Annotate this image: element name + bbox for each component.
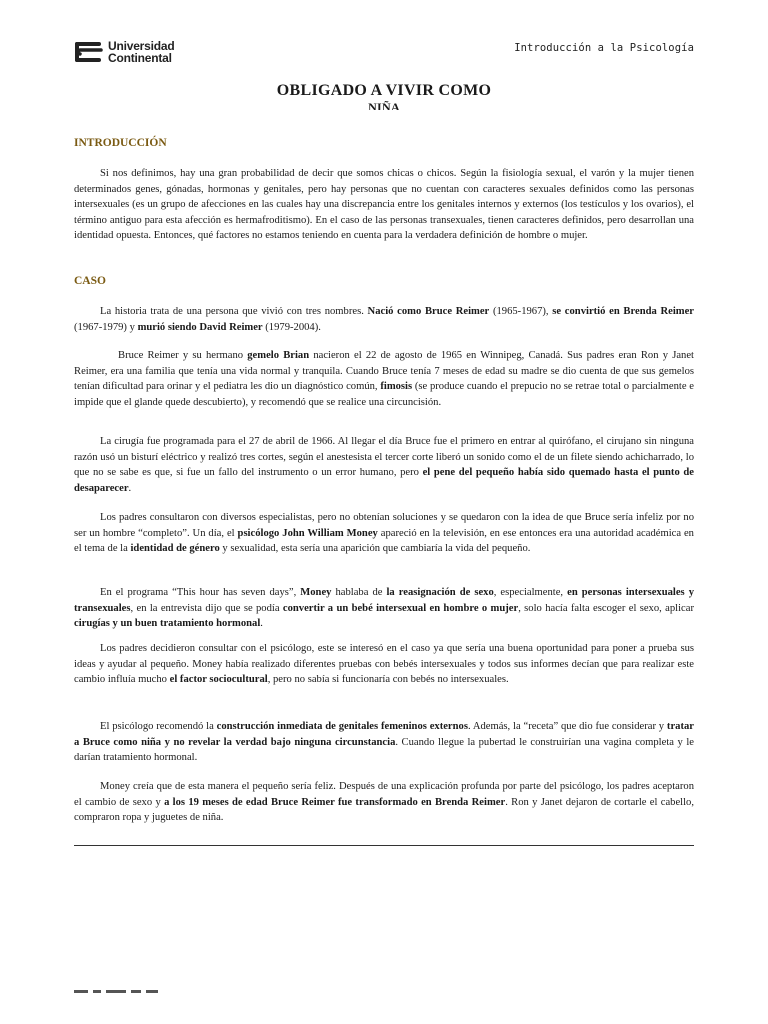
caso-paragraph-5: En el programa “This hour has seven days”, Money hablaba de la reasignación de sexo, especialmente, en personas intersexuales y transexuales, en la entrevista dijo que se podía convertir a un bebé intersexual en hombre o mujer, solo hacía falta escoger el sexo, aplicar cirugías y un buen tratamiento hormonal.	[74, 587, 694, 630]
title-line-2: NIÑA	[368, 100, 400, 110]
course-name: Introducción a la Psicología	[514, 42, 694, 54]
logo-line-1: Universidad	[108, 39, 175, 53]
footer-page-mark	[74, 982, 184, 988]
university-logo	[74, 40, 175, 64]
title-line-1: OBLIGADO A VIVIR COMO	[276, 82, 492, 99]
footer-divider	[74, 845, 694, 846]
caso-paragraph-6: Los padres decidieron consultar con el psicólogo, este se interesó en el caso ya que sería una buena oportunidad para poner a prueba sus ideas y ayudar al pequeño. Money había realizado diferentes pruebas con bebés intersexuales y todos sus informes decían que para realizar este cambio influía mucho el factor sociocultural, pero no sabía si funcionaría con bebés no intersexuales.	[74, 643, 694, 686]
caso-paragraph-7: El psicólogo recomendó la construcción inmediata de genitales femeninos externos. Además, la “receta” que dio fue considerar y tratar a Bruce como niña y no revelar la verdad bajo ninguna circunstancia. Cuando llegue la pubertad le construirían una vagina completa y le darían tratamiento hormonal.	[74, 721, 694, 764]
caso-paragraph-2: Bruce Reimer y su hermano gemelo Brian nacieron el 22 de agosto de 1965 en Winnipeg, Canadá. Sus padres eran Ron y Janet Reimer, era una familia que tenía una vida normal y tranquila. Cuando Bruce tenía 7 meses de edad su madre se dio cuenta de que sus gemelos tenían dificultad para orinar y el pediatra les dio un diagnóstico común, fimosis (se produce cuando el prepucio no se retrae total o parcialmente e impide que el glande quede descubierto), y recomendó que se realice una circuncisión.	[74, 350, 695, 408]
logo-mark-icon	[74, 40, 104, 64]
caso-paragraph-8: Money creía que de esta manera el pequeño sería feliz. Después de una explicación profunda por parte del psicólogo, los padres aceptaron el cambio de sexo y a los 19 meses de edad Bruce Reimer fue transformado en Brenda Reimer. Ron y Janet dejaron de cortarle el cabello, compraron ropa y juguetes de niña.	[74, 781, 694, 824]
caso-paragraph-3: La cirugía fue programada para el 27 de abril de 1966. Al llegar el día Bruce fue el primero en entrar al quirófano, el cirujano sin ninguna razón usó un bisturí eléctrico y realizó tres cortes, según el anestesista el tercer corte liberó un sonido como el de un filete siendo achicharrado, lo que no se sabe es que, si fue un fallo del instrumento o un error humano, pero el pene del pequeño había sido quemado hasta el punto de desaparecer.	[74, 436, 695, 494]
section-heading-caso: CASO	[74, 275, 106, 287]
page-header	[74, 38, 694, 72]
section-heading-introduccion: INTRODUCCIÓN	[74, 137, 167, 149]
caso-paragraph-4: Los padres consultaron con diversos especialistas, pero no obtenían soluciones y se quedaron con la idea de que Bruce sería infeliz por no ser un hombre “completo”. Un día, el psicólogo John William Money apareció en la televisión, en ese entonces era una autoridad académica en el tema de la identidad de género y sexualidad, esta sería una aparición que cambiaría la vida del pequeño.	[74, 512, 694, 555]
logo-wordmark	[108, 40, 175, 64]
logo-line-2: Continental	[108, 51, 172, 65]
intro-paragraph: Si nos definimos, hay una gran probabilidad de decir que somos chicas o chicos. Según la fisiología sexual, el varón y la mujer tienen determinados genes, gónadas, hormonas y genitales, pero hay personas que no cuentan con caracteres sexuales definidos como las personas intersexuales (es un grupo de afecciones en las cuales hay una discrepancia entre los genitales internos y externos (los testículos y los ovarios), el término antiguo para esta afección es hermafroditismo). En el caso de las personas transexuales, tienen caracteres definidos, pero desarrollan una identidad opuesta. Entonces, qué factores no estamos teniendo en cuenta para la verdadera definición de hombre o mujer.	[74, 168, 694, 242]
caso-paragraph-1: La historia trata de una persona que vivió con tres nombres. Nació como Bruce Reimer (1965-1967), se convirtió en Brenda Reimer (1967-1979) y murió siendo David Reimer (1979-2004).	[74, 306, 694, 333]
document-title	[0, 82, 768, 110]
